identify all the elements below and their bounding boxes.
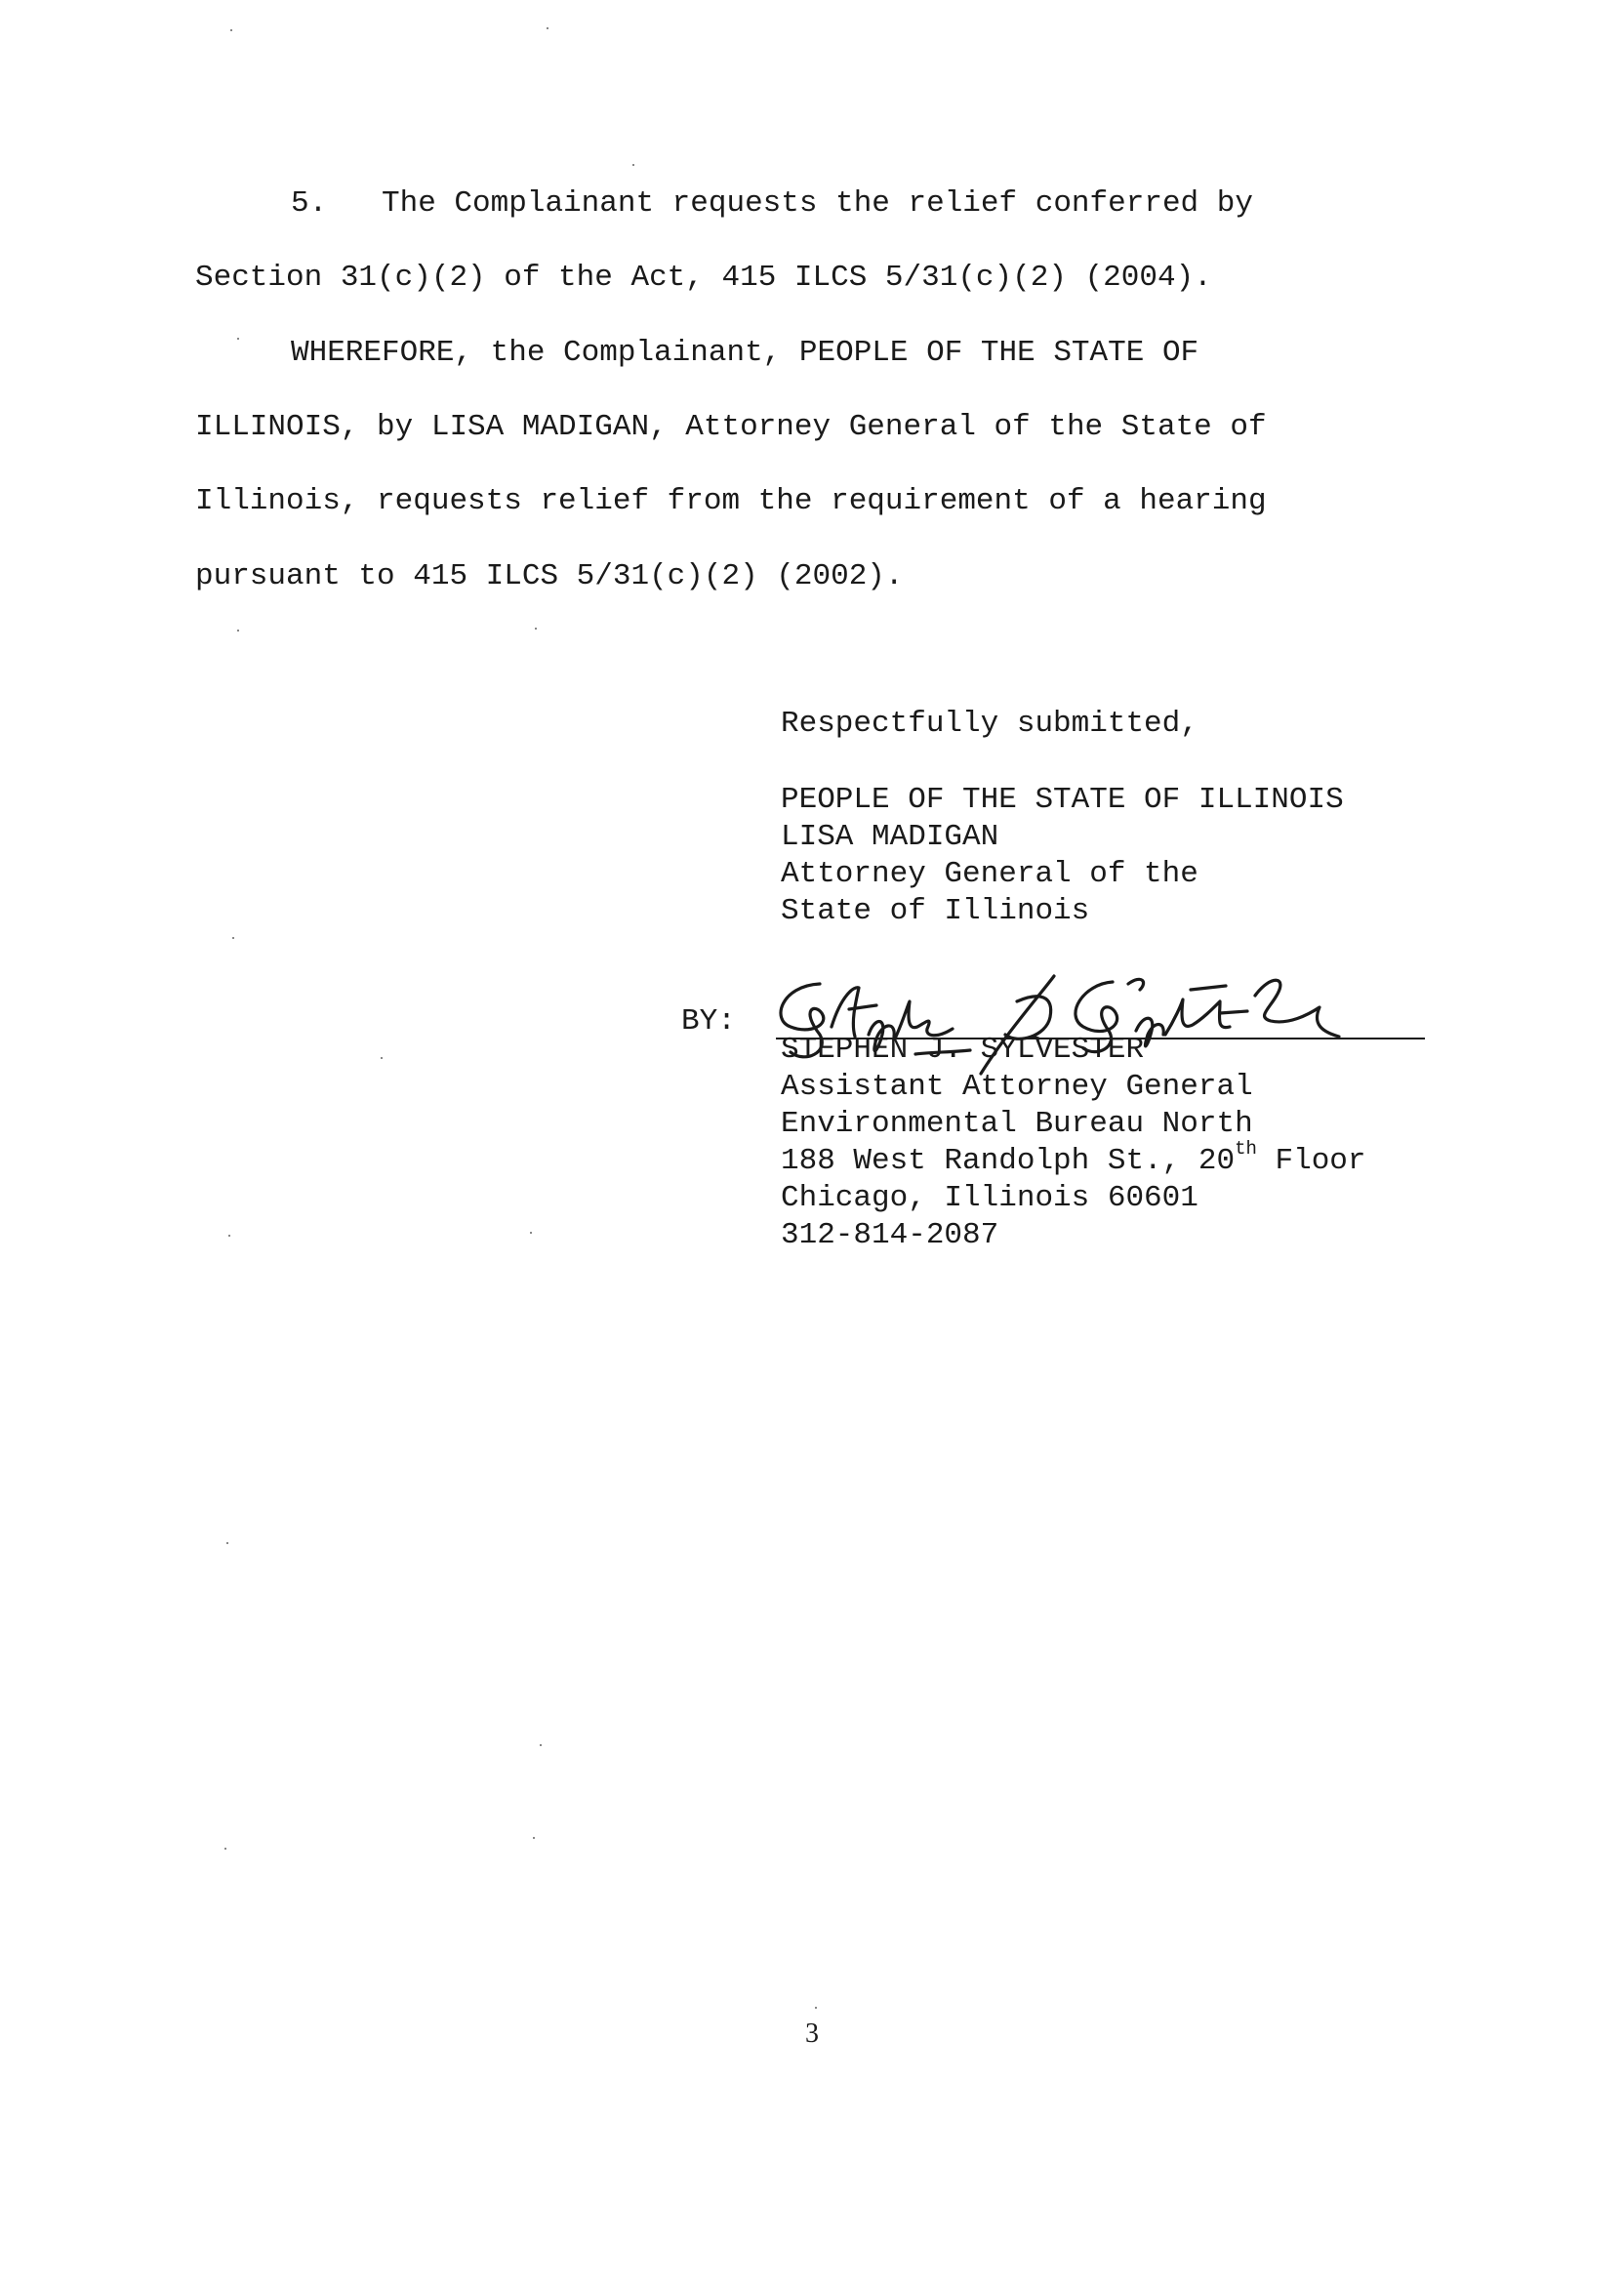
scan-speck bbox=[540, 1744, 542, 1746]
scan-speck bbox=[224, 1848, 226, 1850]
party-line-3: Attorney General of the bbox=[781, 857, 1198, 891]
signer-name: STEPHEN J. SYLVESTER bbox=[781, 1033, 1145, 1067]
scan-speck bbox=[535, 628, 537, 630]
signer-address bbox=[781, 1137, 1366, 1181]
paragraph-5-line-1: 5. The Complainant requests the relief conferred by bbox=[291, 186, 1253, 221]
address-street: 188 West Randolph St., 20 bbox=[781, 1144, 1236, 1178]
scan-speck bbox=[533, 1837, 535, 1839]
closing-text: Respectfully submitted, bbox=[781, 707, 1198, 741]
scan-speck bbox=[228, 1235, 230, 1237]
by-label: BY: bbox=[681, 1004, 736, 1039]
scan-speck bbox=[547, 27, 548, 29]
signer-title: Assistant Attorney General bbox=[781, 1070, 1253, 1104]
scan-speck bbox=[237, 630, 239, 632]
scan-speck bbox=[815, 2007, 817, 2009]
scan-speck bbox=[381, 1057, 383, 1059]
page-number: 3 bbox=[805, 2018, 819, 2049]
wherefore-line-3: Illinois, requests relief from the requirement of a hearing bbox=[195, 484, 1267, 518]
wherefore-line-4: pursuant to 415 ILCS 5/31(c)(2) (2002). bbox=[195, 559, 904, 593]
scan-speck bbox=[232, 937, 234, 939]
party-line-1: PEOPLE OF THE STATE OF ILLINOIS bbox=[781, 783, 1344, 817]
paragraph-5-line-2: Section 31(c)(2) of the Act, 415 ILCS 5/31(c)(2) (2004). bbox=[195, 261, 1212, 295]
address-floor: Floor bbox=[1256, 1144, 1366, 1178]
signer-bureau: Environmental Bureau North bbox=[781, 1107, 1253, 1141]
scan-speck bbox=[632, 164, 634, 166]
signer-phone: 312-814-2087 bbox=[781, 1218, 999, 1252]
scan-speck bbox=[226, 1542, 228, 1544]
wherefore-line-1: WHEREFORE, the Complainant, PEOPLE OF THE STATE OF bbox=[291, 336, 1199, 370]
signer-city: Chicago, Illinois 60601 bbox=[781, 1181, 1198, 1215]
party-line-2: LISA MADIGAN bbox=[781, 820, 999, 854]
wherefore-line-2: ILLINOIS, by LISA MADIGAN, Attorney General of the State of bbox=[195, 410, 1267, 444]
party-line-4: State of Illinois bbox=[781, 894, 1090, 928]
address-floor-ordinal: th bbox=[1235, 1137, 1257, 1160]
scan-speck bbox=[530, 1232, 532, 1234]
scan-speck bbox=[230, 29, 232, 31]
scan-speck bbox=[237, 338, 239, 340]
